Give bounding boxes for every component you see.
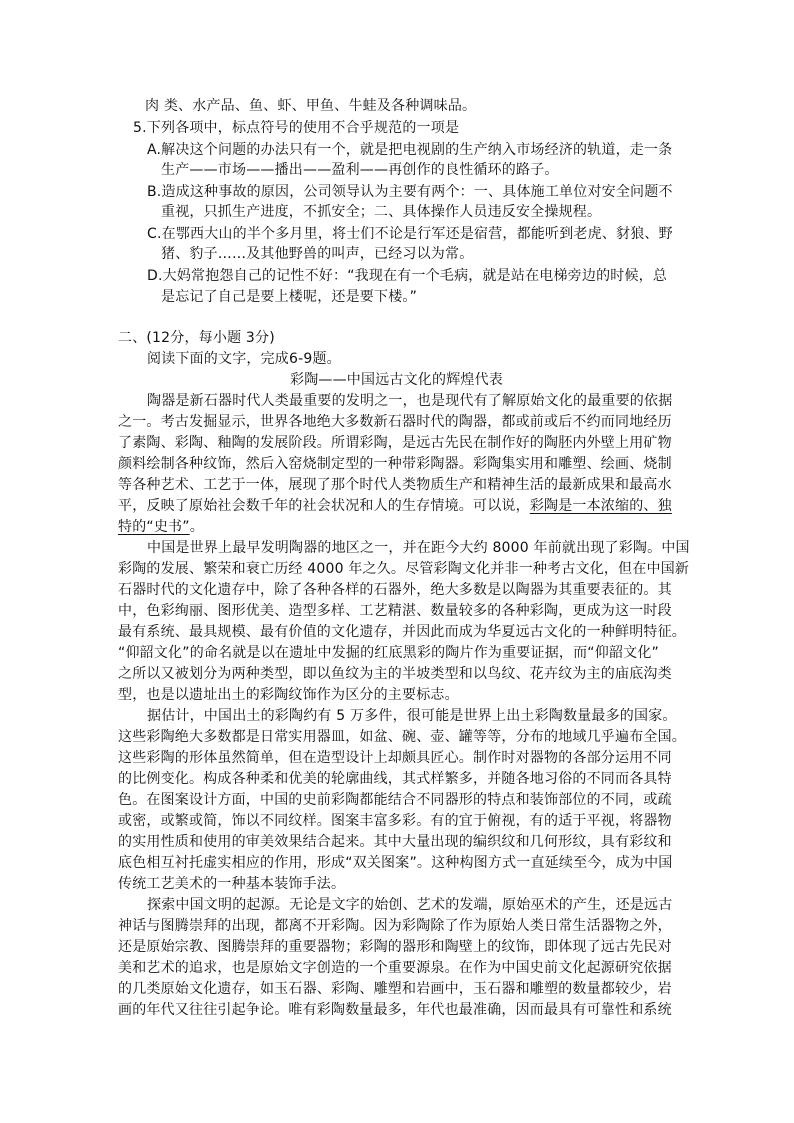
section-2-instruction: 阅读下面的文字，完成6-9题。 [147, 351, 341, 367]
p2-line-5: 最有系统、最具规模、最有价值的文化遗存，并因此而成为华夏远古文化的一种鲜明特征。 [118, 624, 686, 640]
p1-line-6-text: 平，反映了原始社会数千年的社会状况和人的生存情境。可以说， [118, 498, 530, 514]
p2-line-1: 中国是世界上最早发明陶器的地区之一，并在距今大约 8000 年前就出现了彩陶。中国 [147, 540, 690, 556]
p2-line-8: 型，也是以遗址出土的彩陶纹饰作为区分的主要标志。 [118, 687, 459, 703]
p3-line-6: 或密，或繁或简，饰以不同纹样。图案丰富多彩。有的宜于俯视，有的适于平视，将器物 [118, 813, 672, 829]
p3-line-1: 据估计，中国出土的彩陶约有 5 万多件，很可能是世界上出土彩陶数量最多的国家。 [147, 708, 677, 724]
option-c-line-1: C.在鄂西大山的半个多月里，将士们不论是行军还是宿营，都能听到老虎、豺狼、野 [147, 226, 673, 242]
p4-line-1: 探索中国文明的起源。无论是文字的始创、艺术的发端，原始巫术的产生，还是远古 [147, 897, 673, 913]
p4-line-2: 神话与图腾崇拜的出现，都离不开彩陶。因为彩陶除了作为原始人类日常生活器物之外， [118, 918, 672, 934]
p3-line-4: 的比例变化。构成各种柔和优美的轮廓曲线，其式样繁多，并随各地习俗的不同而各具特 [118, 771, 672, 787]
option-d-line-2: 是忘记了自己是要上楼呢，还是要下楼。” [161, 289, 418, 305]
underlined-phrase-part-1: 彩陶是一本浓缩的、独 [529, 498, 672, 514]
p3-line-2: 这些彩陶绝大多数都是日常实用器皿，如盆、碗、壶、罐等等，分布的地域几乎遍布全国。 [118, 729, 686, 745]
p4-line-3: 还是原始宗教、图腾崇拜的重要器物；彩陶的器形和陶壁上的纹饰，即体现了远古先民对 [118, 939, 672, 955]
p3-line-8: 底色相互衬托虚实相应的作用，形成“双关图案”。这种构图方式一直延续至今，成为中国 [118, 855, 673, 871]
p3-line-7: 的实用性质和使用的审美效果结合起来。其中大量出现的编织纹和几何形纹，具有彩纹和 [118, 834, 672, 850]
option-a-line-2: 生产——市场——播出——盈利——再创作的良性循环的路子。 [161, 162, 559, 178]
p1-end-punct: 。 [189, 519, 204, 535]
p1-line-2: 之一。考古发掘显示，世界各地绝大多数新石器时代的陶器，都或前或后不约而同地经历 [118, 414, 672, 430]
p2-line-6: “仰韶文化”的命名就是以在遗址中发掘的红底黑彩的陶片作为重要证据，而“仰韶文化” [118, 645, 660, 661]
p2-line-2: 彩陶的发展、繁荣和衰亡历经 4000 年之久。尽管彩陶文化并非一种考古文化，但在中国新 [118, 561, 690, 577]
option-c-line-2: 猪、豹子……及其他野兽的叫声，已经习以为常。 [161, 246, 474, 262]
p1-line-3: 了素陶、彩陶、釉陶的发展阶段。所谓彩陶，是远古先民在制作好的陶胚内外壁上用矿物 [118, 435, 672, 451]
p3-line-9: 传统工艺美术的一种基本装饰手法。 [118, 876, 346, 892]
option-d-line-1: D.大妈常抱怨自己的记性不好：“我现在有一个毛病，就是站在电梯旁边的时候，总 [147, 268, 668, 284]
p2-line-4: 中，色彩绚丽、图形优美、造型多样、工艺精湛、数量较多的各种彩陶，更成为这一时段 [118, 603, 672, 619]
p1-line-5: 等各种艺术、工艺于一体，展现了那个时代人类物质生产和精神生活的最新成果和最高水 [118, 477, 672, 493]
underlined-phrase-part-2: 特的“史书” [118, 519, 190, 535]
p4-line-6: 画的年代又往往引起争论。唯有彩陶数量最多，年代也最准确，因而最具有可靠性和系统 [118, 1002, 672, 1018]
option-a-line-1: A.解决这个问题的办法只有一个，就是把电视剧的生产纳入市场经济的轨道，走一条 [147, 142, 673, 158]
p2-line-3: 石器时代的文化遗存中，除了各种各样的石器外，绝大多数是以陶器为其重要表征的。其 [118, 582, 672, 598]
p4-line-4: 美和艺术的追求，也是原始文字创造的一个重要源泉。在作为中国史前文化起源研究依据 [118, 960, 672, 976]
p2-line-7: 之所以又被划分为两种类型，即以鱼纹为主的半坡类型和以鸟纹、花卉纹为主的庙底沟类 [118, 666, 672, 682]
option-b-line-2: 重视，只抓生产进度，不抓安全；二、具体操作人员违反安全操规程。 [161, 204, 602, 220]
p1-line-4: 颜料绘制各种纹饰，然后入窑烧制定型的一种带彩陶器。彩陶集实用和雕塑、绘画、烧制 [118, 456, 672, 472]
p3-line-3: 这些彩陶的形体虽然简单，但在造型设计上却颇具匠心。制作时对器物的各部分运用不同 [118, 750, 672, 766]
food-list-line: 肉 类、水产品、鱼、虾、甲鱼、牛蛙及各种调味品。 [145, 98, 477, 114]
p1-line-1: 陶器是新石器时代人类最重要的发明之一，也是现代有了解原始文化的最重要的依据 [147, 393, 673, 409]
p4-line-5: 的几类原始文化遗存，如玉石器、彩陶、雕塑和岩画中，玉石器和雕塑的数量都较少，岩 [118, 981, 672, 997]
option-b-line-1: B.造成这种事故的原因，公司领导认为主要有两个：一、具体施工单位对安全问题不 [147, 184, 673, 200]
section-2-heading: 二、(12分，每小题 3分) [118, 330, 275, 346]
question-5-stem: 5.下列各项中，标点符号的使用不合乎规范的一项是 [133, 120, 460, 136]
p3-line-5: 色。在图案设计方面，中国的史前彩陶都能结合不同器形的特点和装饰部位的不同，或疏 [118, 792, 672, 808]
p1-line-6 [118, 496, 672, 516]
article-title: 彩陶——中国远古文化的辉煌代表 [290, 372, 503, 388]
p1-line-7 [118, 517, 204, 537]
